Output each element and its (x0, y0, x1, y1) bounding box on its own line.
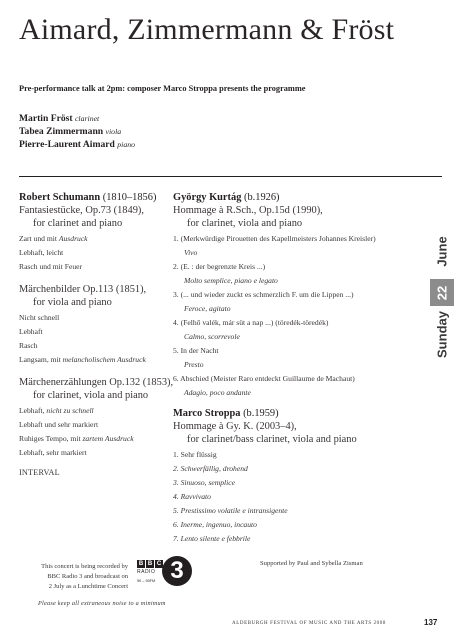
interval-label: INTERVAL (19, 468, 60, 477)
performer-instrument: viola (105, 127, 122, 136)
radio-3-logo (162, 556, 192, 586)
recording-line: This concert is being recorded by (41, 563, 128, 570)
movement-text: Langsam, mit (19, 355, 63, 364)
movement (19, 341, 38, 350)
tempo-marking: Molto semplice, piano e legato (184, 276, 278, 285)
movement-text-italic: melancholischem Ausdruck (62, 355, 146, 364)
composer-heading (173, 408, 279, 419)
movement-text: Rasch (19, 341, 38, 350)
movement: 6. Inerme, ingenuo, incauto (173, 520, 257, 529)
date-tab (428, 232, 456, 382)
movement-text: Lebhaft, leicht (19, 248, 64, 257)
performer-name: Tabea Zimmermann (19, 126, 104, 137)
movement (19, 406, 94, 415)
work-title: Märchenerzählungen Op.132 (1853), (19, 377, 174, 388)
talk-note: Pre-performance talk at 2pm: composer Marco Stroppa presents the programme (19, 84, 306, 93)
performer-row (19, 126, 121, 137)
movement: 2. (E. : der begrenzte Kreis ...) (173, 262, 266, 271)
date-number: 22 (434, 285, 450, 300)
tempo-marking: Presto (184, 360, 204, 369)
work-scoring: for clarinet/bass clarinet, viola and piano (187, 434, 357, 445)
movement (19, 313, 59, 322)
movement-text-italic: Ausdruck (58, 234, 88, 243)
movement: 4. Ravvivato (173, 492, 211, 501)
radio-label: RADIO (137, 569, 156, 575)
performer-name: Martin Fröst (19, 113, 73, 124)
movement-text: Lebhaft und sehr markiert (19, 420, 99, 429)
work-title: Fantasiestücke, Op.73 (1849), (19, 205, 144, 216)
tempo-marking: Calmo, scorrevole (184, 332, 240, 341)
tempo-marking: Feroce, agitato (184, 304, 231, 313)
movement: 5. Prestissimo volatile e intransigente (173, 506, 288, 515)
movement (19, 355, 146, 364)
movement: 2. Schwerfällig, drohend (173, 464, 248, 473)
header-divider (19, 176, 442, 177)
movement-text: Rasch und mit Feuer (19, 262, 83, 271)
movement-text: Lebhaft, sehr markiert (19, 448, 87, 457)
movement-text: Lebhaft (19, 327, 43, 336)
movement: 4. (Felhő valék, már süt a nap ...) (töredék-töredék) (173, 318, 329, 327)
performer-row (19, 139, 135, 150)
movement-text-italic: nicht zu schnell (46, 406, 94, 415)
work-scoring: for clarinet, viola and piano (187, 218, 303, 229)
movement: 1. (Merkwürdige Pirouetten des Kapellmeisters Johannes Kreisler) (173, 234, 376, 243)
movement-text: Ruhiges Tempo, mit (19, 434, 83, 443)
movement (19, 434, 134, 443)
movement-text: Zart und mit (19, 234, 59, 243)
bbc-radio-logo (137, 560, 163, 583)
movement: 1. Sehr flüssig (173, 450, 217, 459)
performer-row (19, 113, 99, 124)
bbc-blocks (137, 560, 163, 568)
sponsor-note: Supported by Paul and Sybella Zisman (260, 560, 363, 567)
bbc-letter: B (138, 561, 144, 567)
composer-name: Marco Stroppa (173, 408, 241, 419)
movement: 6. Abschied (Meister Raro entdeckt Guillaume de Machaut) (173, 374, 355, 383)
noise-note: Please keep all extraneous noise to a minimum (38, 600, 166, 607)
date-month: June (434, 236, 450, 267)
page-number: 137 (424, 618, 438, 627)
composer-name: Robert Schumann (19, 192, 101, 203)
composer-dates: (1810–1856) (102, 192, 157, 203)
bbc-letter: B (147, 561, 153, 567)
movement: 7. Lento silente e febbrile (173, 534, 251, 543)
date-number-box (430, 279, 454, 306)
movement: 3. (... und wieder zuckt es schmerzlich F. um die Lippen ...) (173, 290, 354, 299)
recording-note (19, 562, 128, 592)
tempo-marking: Vivo (184, 248, 198, 257)
work-title: Hommage à Gy. K. (2003–4), (173, 421, 297, 432)
movement: 5. In der Nacht (173, 346, 219, 355)
movement (19, 327, 43, 336)
movement: 3. Sinuoso, semplice (173, 478, 236, 487)
composer-dates: (b.1926) (244, 192, 280, 203)
frequency-label: 90 – 93FM (137, 579, 156, 583)
movement (19, 248, 63, 257)
radio-3-numeral: 3 (170, 557, 184, 584)
tempo-marking: Adagio, poco andante (184, 388, 251, 397)
movement (19, 262, 82, 271)
work-scoring: for clarinet, viola and piano (33, 390, 149, 401)
performer-name: Pierre-Laurent Aimard (19, 139, 115, 150)
composer-name: György Kurtág (173, 192, 242, 203)
work-scoring: for viola and piano (33, 297, 112, 308)
recording-line: BBC Radio 3 and broadcast on (47, 573, 128, 580)
movement-text-italic: zartem Ausdruck (82, 434, 134, 443)
movement (19, 234, 88, 243)
movement (19, 448, 87, 457)
page-title: Aimard, Zimmermann & Fröst (19, 13, 395, 46)
performer-instrument: clarinet (74, 114, 100, 123)
movement (19, 420, 98, 429)
performer-instrument: piano (117, 140, 136, 149)
work-title: Hommage à R.Sch., Op.15d (1990), (173, 205, 323, 216)
composer-heading (19, 192, 156, 203)
work-title: Märchenbilder Op.113 (1851), (19, 284, 147, 295)
work-scoring: for clarinet and piano (33, 218, 123, 229)
bbc-letter: C (156, 561, 162, 567)
date-day: Sunday (434, 311, 450, 358)
movement-text: Lebhaft, (19, 406, 47, 415)
recording-line: 2 July as a Lunchtime Concert (48, 583, 128, 590)
movement-text: Nicht schnell (19, 313, 60, 322)
running-footer: ALDEBURGH FESTIVAL OF MUSIC AND THE ARTS 2008 (232, 621, 386, 626)
composer-heading (173, 192, 280, 203)
composer-dates: (b.1959) (243, 408, 279, 419)
